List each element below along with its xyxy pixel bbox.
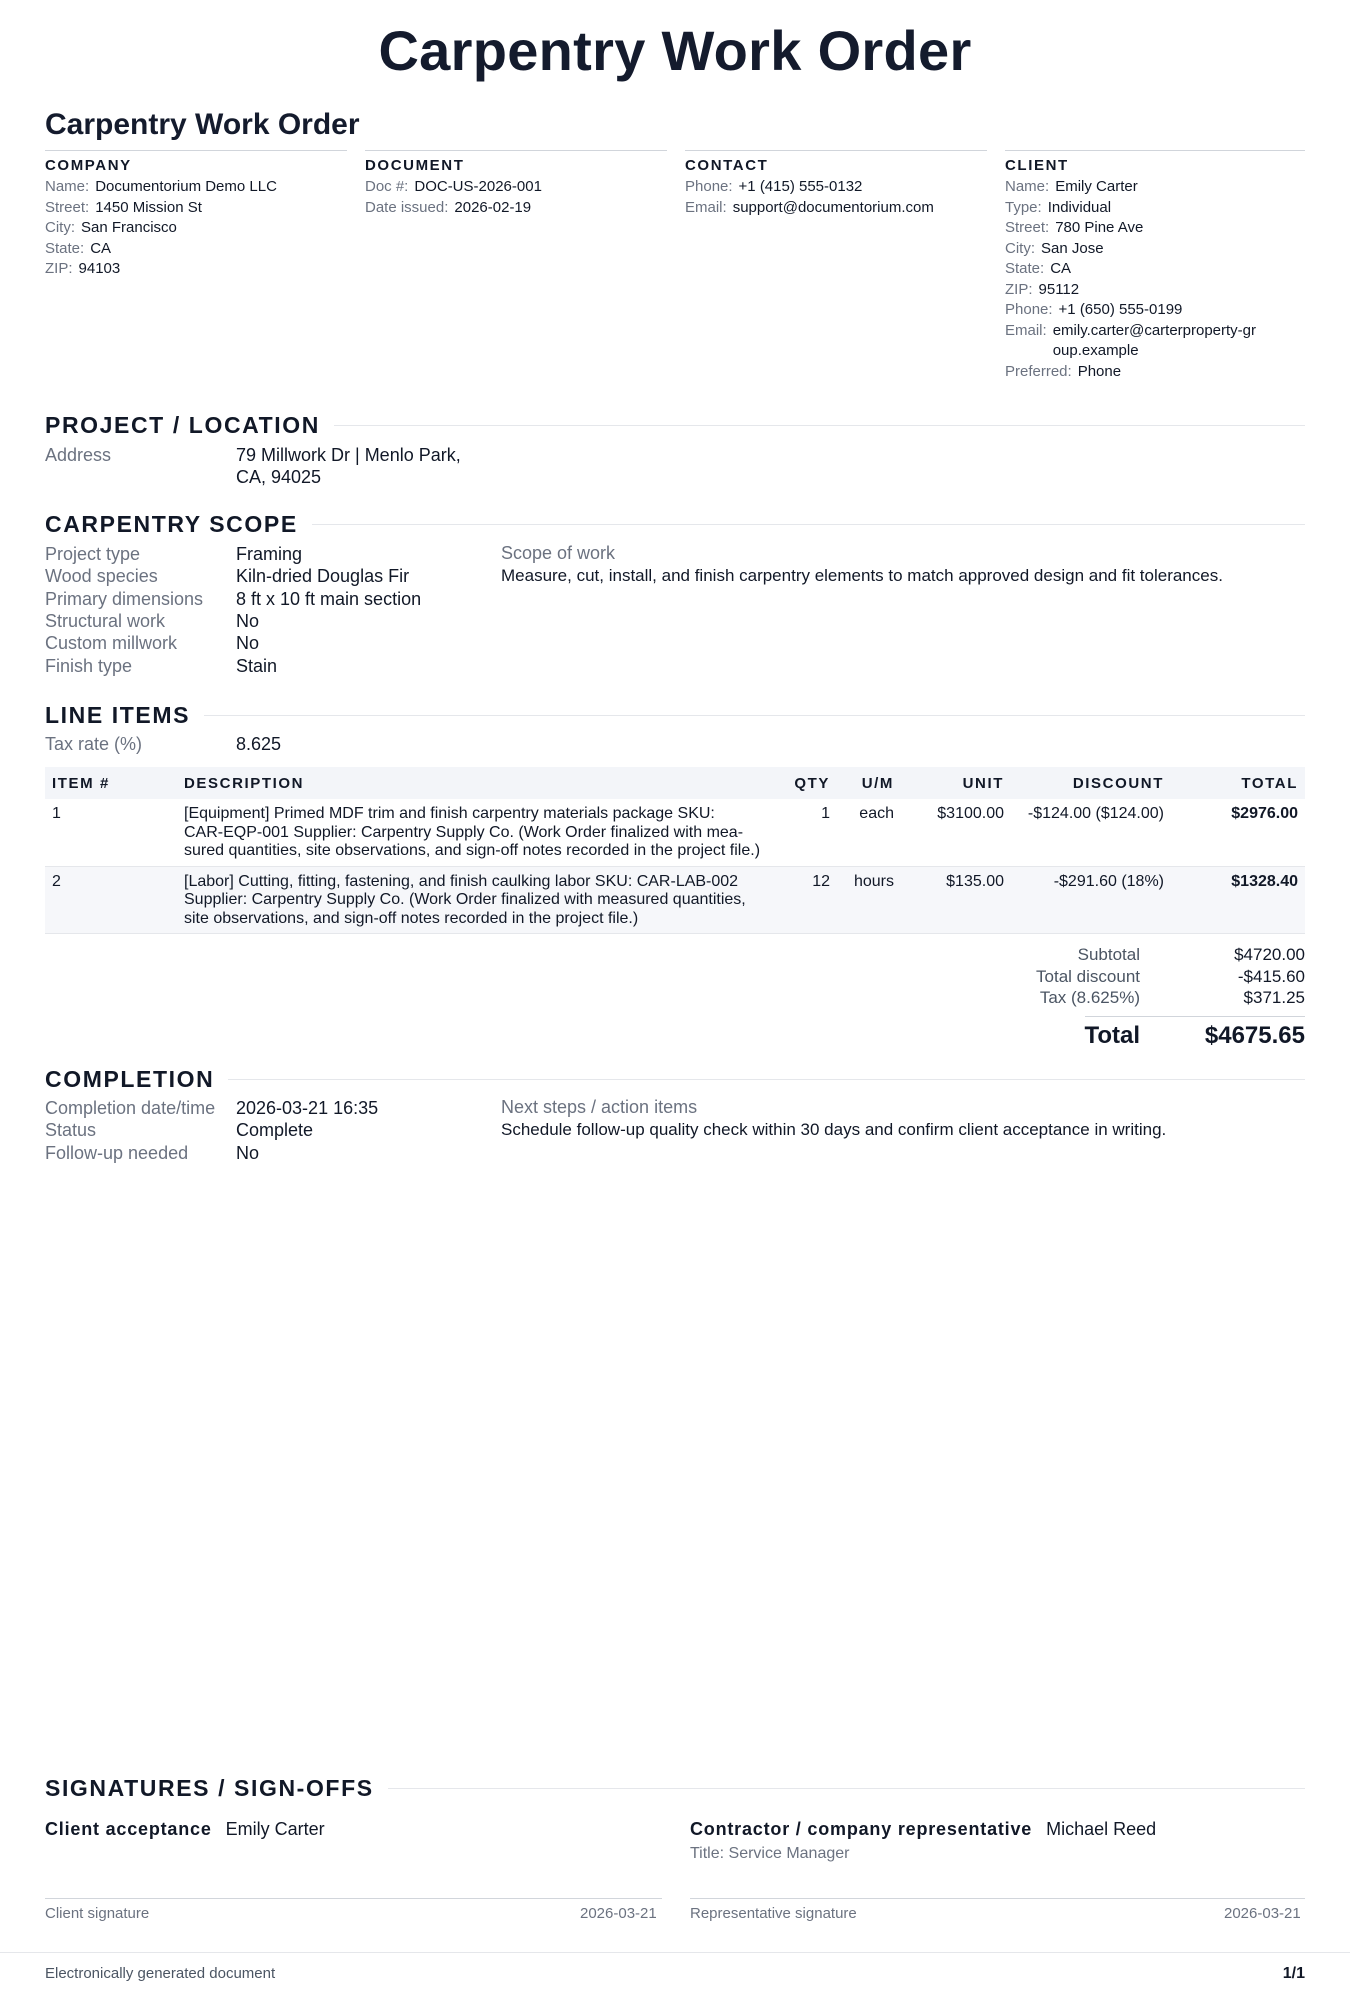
section-heading: SIGNATURES / SIGN-OFFS (45, 1775, 374, 1801)
contact-email: support@documentorium.com (732, 198, 934, 216)
item-discount: -$291.60 (18%) (1011, 866, 1171, 934)
contact-email-row (685, 198, 987, 219)
field-key: State: (1005, 260, 1045, 277)
representative-signature-date: 2026-03-21 (1224, 1905, 1301, 1922)
divider (334, 425, 1305, 426)
field-value: No (236, 610, 260, 631)
column-header: DESCRIPTION (177, 767, 784, 799)
field-key: Follow-up needed (45, 1142, 189, 1163)
client-preferred-row (1005, 362, 1305, 383)
field-key: Primary dimensions (45, 588, 204, 609)
company-column (45, 150, 347, 382)
date-issued: 2026-02-19 (454, 198, 532, 216)
field-key: Street: (1005, 219, 1050, 236)
representative-title: Title: Service Manager (690, 1845, 850, 1862)
field-key: Status (45, 1120, 97, 1141)
tax-value: $371.25 (1243, 988, 1305, 1007)
document-heading: DOCUMENT (365, 150, 667, 174)
doc-number-row (365, 177, 667, 198)
column-header: U/M (837, 767, 901, 799)
field-value: Complete (236, 1120, 314, 1141)
client-street: 780 Pine Ave (1055, 219, 1144, 236)
section-heading: PROJECT / LOCATION (45, 412, 320, 438)
section-heading: CARPENTRY SCOPE (45, 511, 298, 537)
totals-block (900, 944, 1305, 1009)
address-line-2: CA, 94025 (236, 467, 322, 488)
item-unit-price: $135.00 (901, 866, 1011, 934)
company-name: Documentorium Demo LLC (95, 178, 277, 195)
section-heading: COMPLETION (45, 1066, 215, 1092)
divider (312, 524, 1305, 525)
grand-total-value: $4675.65 (1204, 1022, 1305, 1049)
field-key: ZIP: (45, 260, 73, 277)
field-key: ZIP: (1005, 280, 1033, 298)
field-key: City: (45, 219, 75, 236)
date-issued-row (365, 198, 667, 219)
field-value: Kiln-dried Douglas Fir (236, 566, 410, 587)
document-column (365, 150, 667, 382)
item-um: each (837, 799, 901, 866)
client-acceptance-label: Client acceptance (45, 1819, 212, 1839)
item-description (177, 866, 784, 934)
representative-acceptance (690, 1819, 1156, 1840)
subtotal-value: $4720.00 (1234, 945, 1305, 964)
field-value: Stain (236, 655, 278, 676)
completion-field-row (45, 1097, 378, 1119)
next-steps-label: Next steps / action items (501, 1097, 698, 1117)
field-key: Finish type (45, 655, 133, 676)
description-line: Supplier: Carpentry Supply Co. (Work Order finalized with measured quantities, (184, 891, 746, 908)
client-city: San Jose (1041, 239, 1104, 257)
total-discount-row (900, 966, 1305, 988)
field-key: Project type (45, 544, 141, 564)
completion-section (45, 1066, 1305, 1093)
field-value: 8 ft x 10 ft main section (236, 588, 422, 609)
address-row (45, 444, 461, 489)
tax-row (900, 987, 1305, 1009)
client-name: Emily Carter (1055, 178, 1138, 195)
representative-name: Michael Reed (1046, 1819, 1157, 1839)
company-state: CA (90, 239, 112, 257)
company-city-row (45, 218, 347, 239)
column-header: TOTAL (1171, 767, 1305, 799)
description-line: sured quantities, site observations, and sign-off notes recorded in the project file.) (184, 842, 761, 859)
grand-total-label: Total (1084, 1022, 1140, 1049)
field-key: Email: (685, 198, 727, 216)
item-description (177, 799, 784, 866)
total-discount-value: -$415.60 (1237, 966, 1305, 986)
client-signature-line (45, 1898, 662, 1899)
client-state-row (1005, 259, 1305, 280)
subtotal-label: Subtotal (1077, 945, 1140, 964)
doc-number: DOC-US-2026-001 (414, 178, 542, 195)
company-city: San Francisco (81, 219, 177, 236)
field-key: Phone: (1005, 301, 1053, 318)
description-line: [Equipment] Primed MDF trim and finish carpentry materials package SKU: (184, 805, 715, 822)
item-qty: 1 (784, 799, 837, 866)
client-name-row (1005, 177, 1305, 198)
company-name-row (45, 177, 347, 198)
address-line-1: 79 Millwork Dr | Menlo Park, (236, 445, 461, 465)
scope-of-work-label: Scope of work (501, 543, 616, 563)
client-city-row (1005, 239, 1305, 260)
next-steps-text: Schedule follow-up quality check within 30 days and confirm client acceptance in writing. (501, 1120, 1167, 1139)
table-row (45, 866, 1305, 934)
field-key: Name: (1005, 178, 1050, 195)
field-key: Date issued: (365, 198, 449, 216)
contact-heading: CONTACT (685, 150, 987, 174)
client-heading: CLIENT (1005, 150, 1305, 174)
field-key: Structural work (45, 610, 166, 631)
field-key: Completion date/time (45, 1098, 216, 1118)
scope-field-row (45, 655, 277, 677)
client-state: CA (1050, 260, 1072, 277)
client-zip: 95112 (1038, 280, 1080, 298)
grand-total-row (900, 1022, 1305, 1050)
signatures-section (45, 1775, 1305, 1802)
item-um: hours (837, 866, 901, 934)
totals-divider (1085, 1016, 1305, 1017)
field-value: No (236, 633, 260, 654)
field-value: 2026-03-21 16:35 (236, 1098, 379, 1118)
client-signature-caption: Client signature (45, 1905, 150, 1922)
item-unit-price: $3100.00 (901, 799, 1011, 866)
tax-rate-label: Tax rate (%) (45, 734, 143, 754)
field-key: Type: (1005, 198, 1042, 216)
client-type: Individual (1047, 198, 1112, 216)
client-acceptance-name: Emily Carter (225, 1819, 325, 1839)
item-discount: -$124.00 ($124.00) (1011, 799, 1171, 866)
header-info-grid (45, 150, 1305, 382)
contact-column (685, 150, 987, 382)
company-state-row (45, 239, 347, 260)
column-header: UNIT (901, 767, 1011, 799)
company-street-row (45, 198, 347, 219)
address-label: Address (45, 445, 112, 465)
representative-label: Contractor / company representative (690, 1819, 1033, 1839)
client-phone-row (1005, 300, 1305, 321)
field-key: Preferred: (1005, 362, 1072, 380)
scope-field-row (45, 588, 421, 610)
description-line: [Labor] Cutting, fitting, fastening, and finish caulking labor SKU: CAR-LAB-002 (184, 872, 739, 890)
client-type-row (1005, 198, 1305, 219)
tax-rate-value: 8.625 (236, 734, 282, 754)
description-line: site observations, and sign-off notes recorded in the project file.) (184, 909, 639, 927)
tax-label: Tax (8.625%) (1039, 988, 1140, 1007)
divider (204, 715, 1305, 716)
table-row (45, 799, 1305, 866)
table-header-row (45, 767, 1305, 799)
client-email: emily.carter@carterproperty-group.example (1052, 321, 1257, 359)
footer-note: Electronically generated document (45, 1965, 276, 1982)
subtotal-row (900, 944, 1305, 966)
field-key: Email: (1005, 321, 1047, 339)
field-key: Custom millwork (45, 633, 178, 654)
completion-field-row (45, 1119, 313, 1141)
tax-rate-row (45, 733, 281, 755)
item-number: 1 (45, 799, 177, 866)
column-header: QTY (784, 767, 837, 799)
address-value (236, 444, 461, 489)
representative-signature-caption: Representative signature (690, 1905, 857, 1922)
scope-field-row (45, 610, 259, 632)
divider (228, 1079, 1305, 1080)
field-key: Doc #: (365, 178, 409, 195)
field-key: City: (1005, 239, 1035, 257)
document-title: Carpentry Work Order (45, 108, 360, 141)
field-key: Phone: (685, 178, 733, 195)
scope-field-row (45, 632, 259, 654)
client-zip-row (1005, 280, 1305, 301)
field-key: State: (45, 239, 85, 257)
item-qty: 12 (784, 866, 837, 934)
scope-field-row (45, 543, 302, 565)
client-street-row (1005, 218, 1305, 239)
field-value: No (236, 1142, 260, 1163)
column-header: DISCOUNT (1011, 767, 1171, 799)
client-email-row (1005, 321, 1305, 362)
company-zip-row (45, 259, 347, 280)
scope-of-work-text: Measure, cut, install, and finish carpentry elements to match approved design and fit tolerances. (501, 566, 1223, 585)
description-line: CAR-EQP-001 Supplier: Carpentry Supply Co. (Work Order finalized with mea- (184, 823, 744, 841)
divider (388, 1788, 1305, 1789)
item-total: $2976.00 (1171, 799, 1305, 866)
contact-phone-row (685, 177, 987, 198)
item-number: 2 (45, 866, 177, 934)
client-acceptance (45, 1819, 325, 1840)
representative-signature-line (690, 1898, 1305, 1899)
completion-field-row (45, 1142, 259, 1164)
carpentry-scope-section (45, 511, 1305, 538)
field-key: Name: (45, 178, 90, 195)
line-items-table (45, 767, 1305, 934)
company-street: 1450 Mission St (95, 198, 202, 216)
item-total: $1328.40 (1171, 866, 1305, 934)
project-location-section (45, 412, 1305, 439)
client-column (1005, 150, 1305, 382)
section-heading: LINE ITEMS (45, 702, 191, 728)
contact-phone: +1 (415) 555-0132 (738, 178, 863, 195)
client-phone: +1 (650) 555-0199 (1058, 301, 1183, 318)
company-zip: 94103 (78, 260, 121, 277)
column-header: ITEM # (45, 767, 177, 799)
client-preferred: Phone (1077, 362, 1122, 380)
footer-divider (0, 1952, 1350, 1953)
field-key: Street: (45, 198, 90, 216)
total-discount-label: Total discount (1036, 966, 1140, 986)
company-heading: COMPANY (45, 150, 347, 174)
line-items-section (45, 702, 1305, 729)
field-value: Framing (236, 544, 303, 564)
field-key: Wood species (45, 566, 158, 587)
scope-field-row (45, 565, 409, 587)
page-number: 1/1 (1282, 1965, 1305, 1982)
page-title: Carpentry Work Order (378, 19, 972, 82)
client-signature-date: 2026-03-21 (580, 1905, 657, 1922)
